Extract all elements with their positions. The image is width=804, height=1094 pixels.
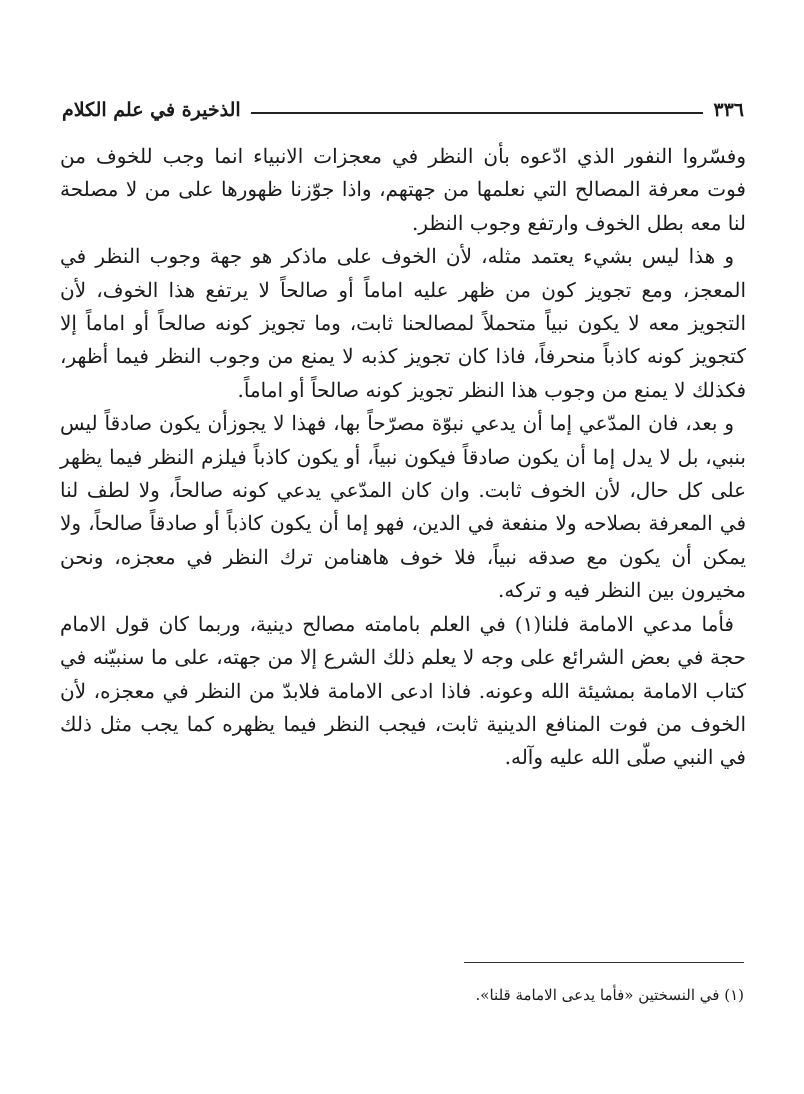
paragraph: فأما مدعي الامامة فلنا(١) في العلم بامامته مصالح دينية، وربما كان قول الامام حجة في بعض الشرائع على وجه لا يعلم ذلك الشرع إلا من جهته، على ما سنبيّنه في كتاب الامامة بمشيئة الله وعونه. فاذا ادعى الامامة فلابدّ من النظر في معجزه، لأن الخوف من فوت المنافع الدينية ثابت، فيجب النظر فيما يظهره كما يجب مثل ذلك في النبي صلّى الله عليه وآله. bbox=[60, 611, 746, 770]
paragraph: و هذا ليس بشيء يعتمد مثله، لأن الخوف على ماذكر هو جهة وجوب النظر في المعجز، ومع تجويز كون من ظهر عليه اماماً أو صالحاً لا يرتفع هذا الخوف، لأن التجويز معه لا يكون نبياً متحملاً لمصالحنا ثابت، وما تجويز كونه صالحاً أو اماماً إلا كتجويز كونه كاذباً منحرفاً، فاذا كان تجويز كذبه لا يمنع من وجوب النظر فيما أظهر، فكذلك لا يمنع من وجوب هذا النظر تجويز كونه صالحاً أو اماماً. bbox=[60, 244, 747, 402]
footnote: (١) في النسختين «فأما يدعى الامامة قلنا». bbox=[475, 986, 744, 1004]
body-text bbox=[60, 140, 746, 775]
paragraph: وفسّروا النفور الذي ادّعوه بأن النظر في معجزات الانبياء انما وجب للخوف من فوت معرفة المصالح التي نعلمها من جهتهم، واذا جوّزنا ظهورها على من لا مصلحة لنا معه بطل الخوف وارتفع وجوب النظر. bbox=[60, 144, 746, 235]
header-rule bbox=[251, 112, 704, 114]
paragraph: و بعد، فان المدّعي إما أن يدعي نبوّة مصرّحاً بها، فهذا لا يجوزأن يكون صادقاً ليس بنبي، بل لا يدل إما أن يكون صادقاً فيكون نبياً، أو يكون كاذباً فيلزم النظر فيما يظهر على كل حال، لأن الخوف ثابت. وان كان المدّعي يدعي كونه صالحاً، ولا لطف لنا في المعرفة بصلاحه ولا منفعة في الدين، فهو إما أن يكون كاذباً أو صادقاً صالحاً، ولا يمكن أن يكون مع صدقه نبياً، فلا خوف هاهنامن ترك النظر في معجزه، ونحن مخيرون بين النظر فيه و تركه. bbox=[60, 411, 747, 603]
footnote-rule bbox=[464, 962, 744, 963]
page-number: ٣٣٦ bbox=[713, 99, 744, 121]
page-header bbox=[62, 94, 744, 126]
running-title: الذخيرة في علم الكلام bbox=[62, 99, 241, 121]
